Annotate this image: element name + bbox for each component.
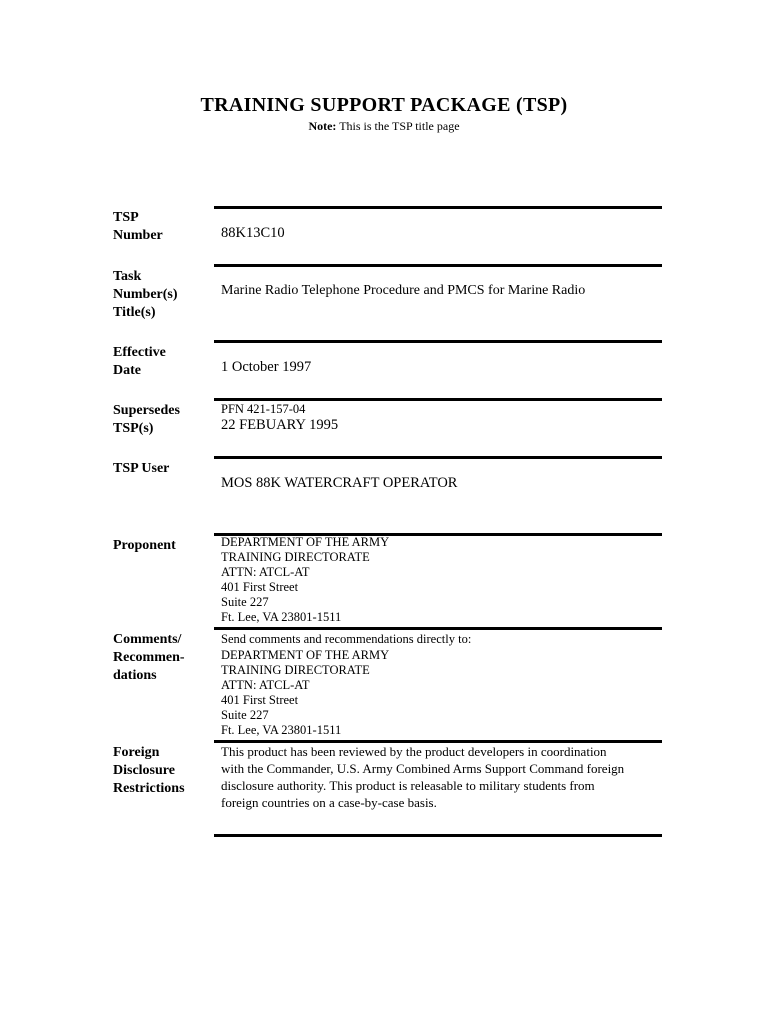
supersedes-value-line2: 22 FEBUARY 1995 <box>221 417 339 433</box>
rule-effective-date <box>214 340 662 343</box>
rule-supersedes <box>214 398 662 401</box>
effective-date-value: 1 October 1997 <box>221 359 312 375</box>
tsp-user-label: TSP User <box>113 461 170 476</box>
supersedes-value-line1: PFN 421-157-04 <box>221 402 306 416</box>
comments-intro: Send comments and recommendations directly to: <box>221 632 472 646</box>
supersedes-label: Supersedes TSP(s) <box>113 403 180 436</box>
foreign-disclosure-value: This product has been reviewed by the product developers in coordination with the Commander, U.S. Army Combined Arms Support Command foreign disclosure authority. This product is releasable to military students from foreign countries on a case-by-case basis. <box>221 744 625 810</box>
rule-bottom <box>214 834 662 837</box>
title-note <box>0 119 768 134</box>
effective-date-label: Effective Date <box>113 345 166 378</box>
rule-comments <box>214 627 662 630</box>
proponent-value: DEPARTMENT OF THE ARMY TRAINING DIRECTORATE ATTN: ATCL-AT 401 First Street Suite 227 Ft. Lee, VA 23801-1511 <box>221 535 390 624</box>
tsp-number-value: 88K13C10 <box>221 225 285 241</box>
proponent-label: Proponent <box>113 538 176 553</box>
tsp-user-value: MOS 88K WATERCRAFT OPERATOR <box>221 475 458 491</box>
comments-value: DEPARTMENT OF THE ARMY TRAINING DIRECTORATE ATTN: ATCL-AT 401 First Street Suite 227 Ft. Lee, VA 23801-1511 <box>221 648 390 737</box>
tsp-number-label: TSP Number <box>113 210 163 243</box>
comments-label: Comments/ Recommen- dations <box>113 632 185 683</box>
note-text: This is the TSP title page <box>336 119 460 133</box>
task-value: Marine Radio Telephone Procedure and PMCS for Marine Radio <box>221 283 586 298</box>
rule-tsp-number <box>214 206 662 209</box>
task-label: Task Number(s) Title(s) <box>113 269 178 320</box>
rule-task <box>214 264 662 267</box>
page-title: TRAINING SUPPORT PACKAGE (TSP) <box>200 94 568 116</box>
foreign-disclosure-label: Foreign Disclosure Restrictions <box>113 745 185 796</box>
note-label: Note: <box>308 119 337 133</box>
rule-tsp-user <box>214 456 662 459</box>
